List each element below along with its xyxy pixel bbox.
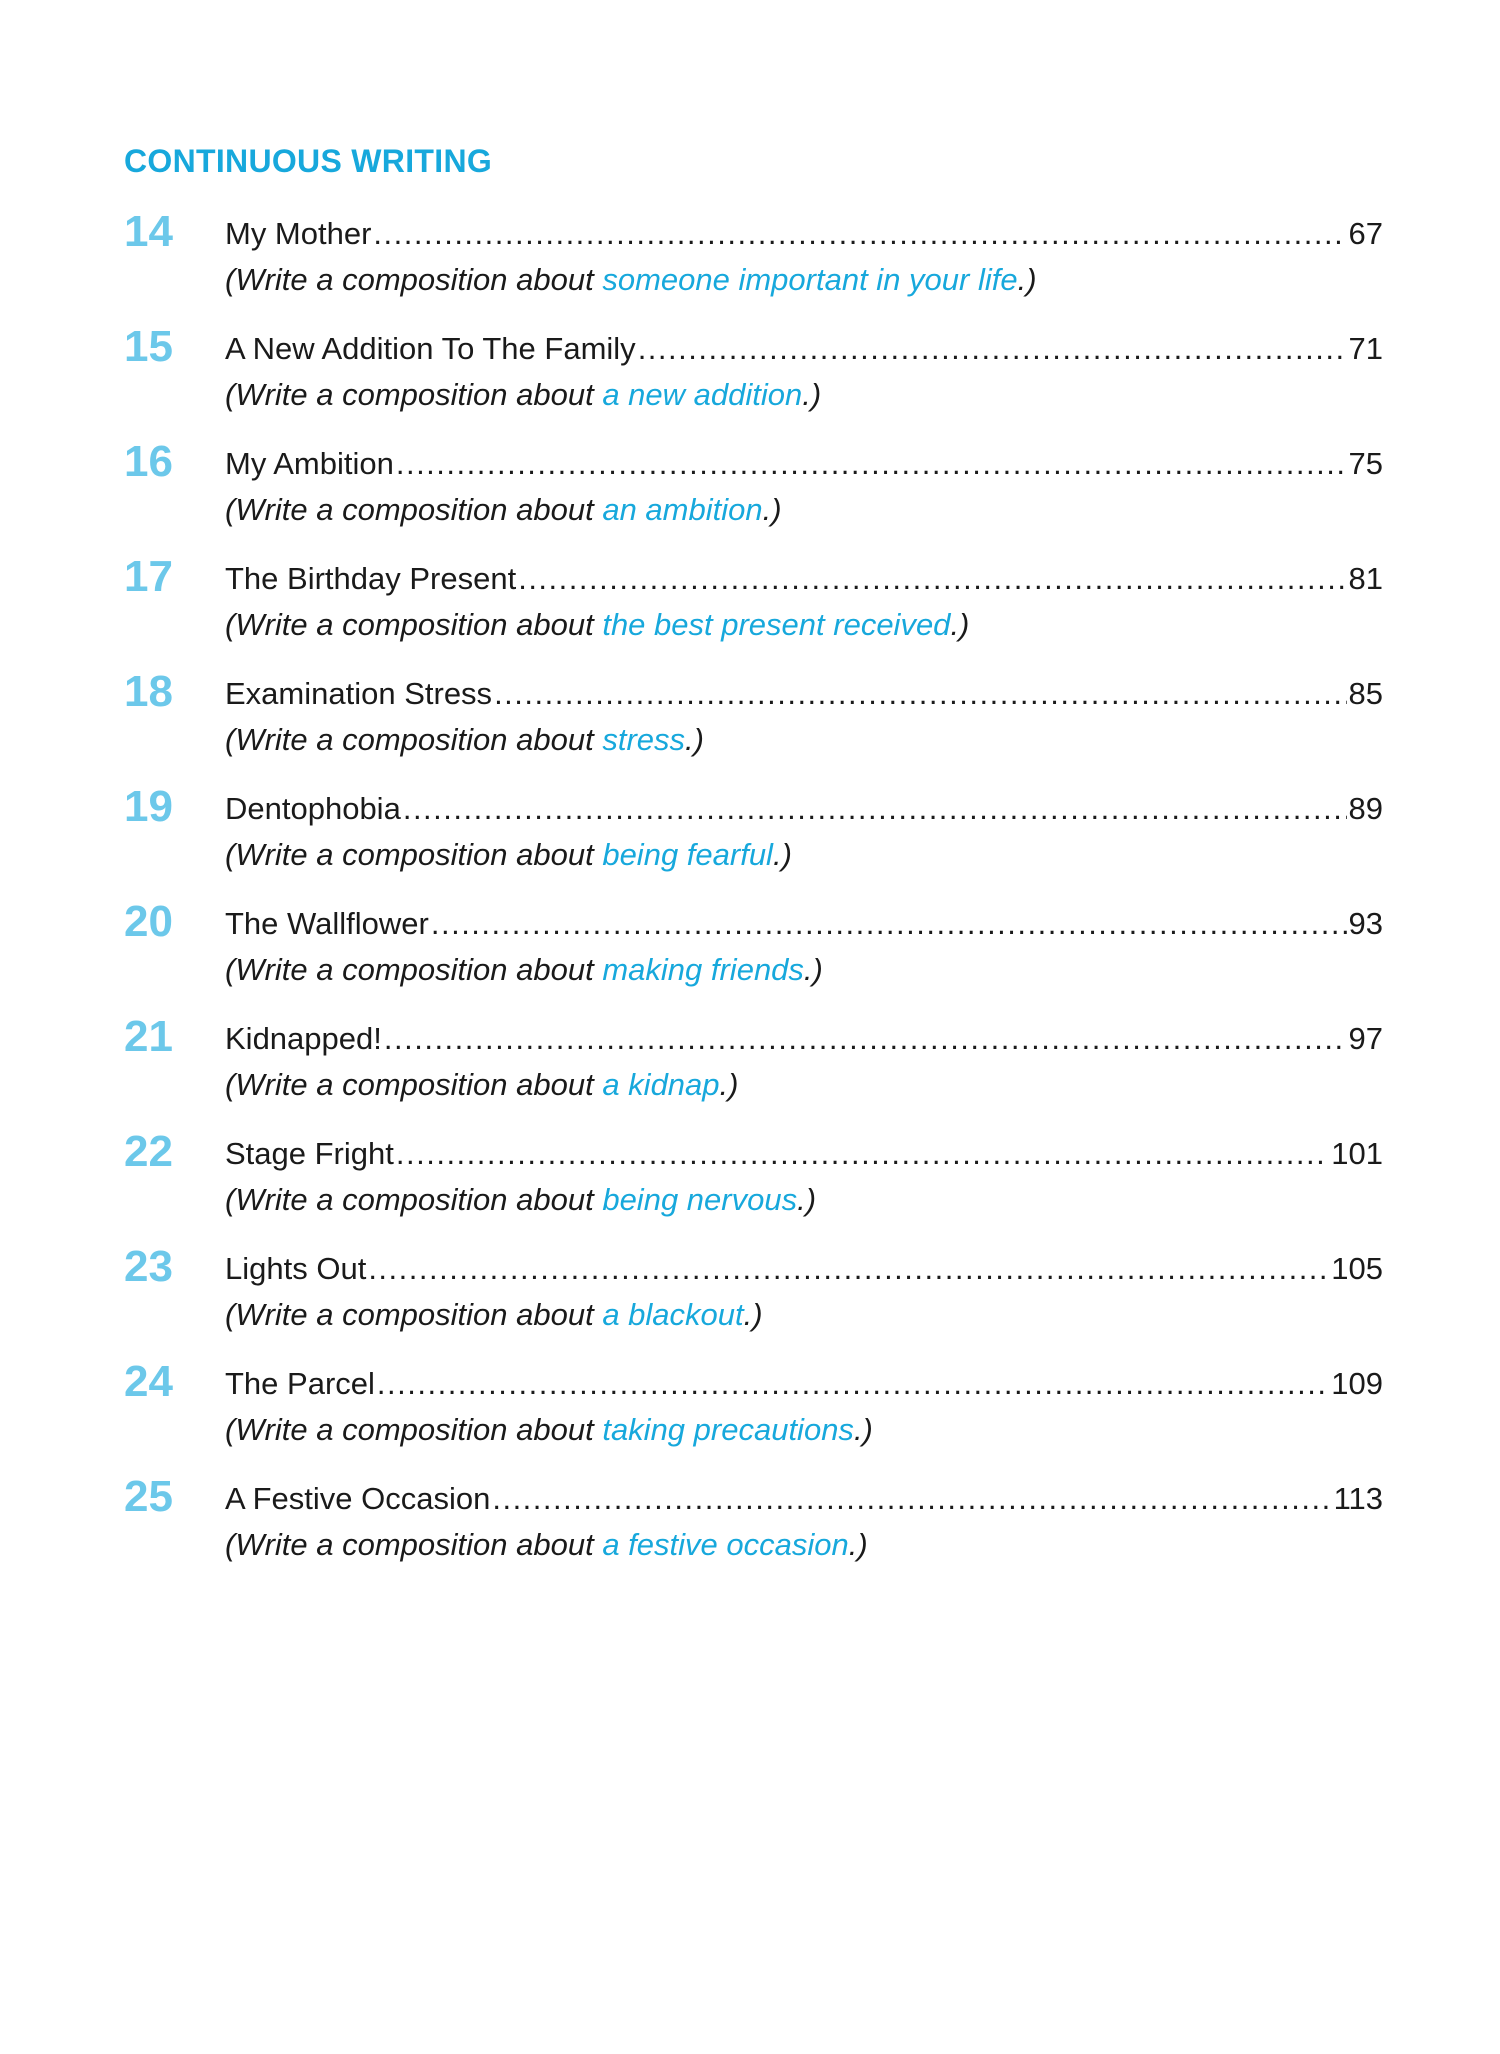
page-number: 101: [1331, 1136, 1383, 1171]
prompt-prefix: (Write a composition about: [225, 262, 603, 297]
entry-title: A New Addition To The Family: [225, 331, 636, 366]
prompt-topic: someone important in your life: [602, 262, 1018, 297]
entry-title: A Festive Occasion: [225, 1481, 491, 1516]
title-line: [225, 1479, 1383, 1519]
dot-leader: [396, 444, 1347, 484]
entry-title: The Wallflower: [225, 906, 429, 941]
section-heading: CONTINUOUS WRITING: [124, 143, 493, 179]
dot-leader: [518, 559, 1346, 599]
prompt-prefix: (Write a composition about: [225, 492, 603, 527]
prompt-topic: a festive occasion: [602, 1527, 849, 1562]
prompt-suffix: .): [848, 1527, 868, 1562]
title-line: [225, 1364, 1383, 1404]
prompt-prefix: (Write a composition about: [225, 1297, 603, 1332]
prompt-suffix: .): [772, 837, 792, 872]
entry-number: 22: [124, 1127, 173, 1176]
prompt-prefix: (Write a composition about: [225, 1067, 603, 1102]
prompt-suffix: .): [743, 1297, 763, 1332]
entry-title: My Mother: [225, 216, 372, 251]
dot-leader: [368, 1249, 1329, 1289]
entry-title: The Parcel: [225, 1366, 375, 1401]
entry-title: Lights Out: [225, 1251, 367, 1286]
entry-number: 25: [124, 1472, 173, 1521]
prompt-topic: stress: [602, 722, 686, 757]
prompt-topic: being nervous: [602, 1182, 798, 1217]
entry-number: 19: [124, 782, 173, 831]
toc-entry[interactable]: [0, 322, 1500, 425]
entry-number: 17: [124, 552, 173, 601]
entry-number: 16: [124, 437, 173, 486]
title-line: [225, 1249, 1383, 1289]
composition-prompt: [225, 1065, 738, 1105]
entry-title: Stage Fright: [225, 1136, 394, 1171]
title-line: [225, 444, 1383, 484]
title-line: [225, 559, 1383, 599]
toc-entry[interactable]: [0, 1127, 1500, 1230]
page-number: 71: [1348, 331, 1383, 366]
composition-prompt: [225, 835, 792, 875]
page-number: 93: [1348, 906, 1383, 941]
toc-entry[interactable]: [0, 552, 1500, 655]
dot-leader: [492, 1479, 1331, 1519]
page-number: 85: [1348, 676, 1383, 711]
prompt-prefix: (Write a composition about: [225, 607, 603, 642]
prompt-suffix: .): [802, 377, 822, 412]
prompt-prefix: (Write a composition about: [225, 377, 603, 412]
toc-entry[interactable]: [0, 437, 1500, 540]
prompt-suffix: .): [950, 607, 970, 642]
composition-prompt: [225, 490, 782, 530]
title-line: [225, 789, 1383, 829]
dot-leader: [373, 214, 1346, 254]
entry-number: 14: [124, 207, 173, 256]
prompt-topic: an ambition: [602, 492, 763, 527]
prompt-prefix: (Write a composition about: [225, 1527, 603, 1562]
entry-title: The Birthday Present: [225, 561, 517, 596]
entry-number: 18: [124, 667, 173, 716]
page-number: 113: [1333, 1481, 1383, 1516]
prompt-topic: being fearful: [602, 837, 773, 872]
composition-prompt: [225, 605, 969, 645]
entry-title: Dentophobia: [225, 791, 401, 826]
toc-entry[interactable]: [0, 207, 1500, 310]
prompt-suffix: .): [1017, 262, 1037, 297]
composition-prompt: [225, 1525, 868, 1565]
composition-prompt: [225, 950, 823, 990]
page-number: 75: [1348, 446, 1383, 481]
prompt-topic: the best present received: [602, 607, 951, 642]
toc-entry[interactable]: [0, 782, 1500, 885]
entry-number: 20: [124, 897, 173, 946]
composition-prompt: [225, 1295, 763, 1335]
prompt-prefix: (Write a composition about: [225, 722, 603, 757]
page-number: 89: [1348, 791, 1383, 826]
dot-leader: [384, 1019, 1347, 1059]
dot-leader: [403, 789, 1347, 829]
page-number: 81: [1348, 561, 1383, 596]
title-line: [225, 329, 1383, 369]
prompt-prefix: (Write a composition about: [225, 837, 603, 872]
prompt-topic: a new addition: [602, 377, 803, 412]
prompt-prefix: (Write a composition about: [225, 1412, 603, 1447]
prompt-topic: taking precautions: [602, 1412, 854, 1447]
page-number: 97: [1348, 1021, 1383, 1056]
toc-entry[interactable]: [0, 1012, 1500, 1115]
prompt-topic: making friends: [602, 952, 804, 987]
composition-prompt: [225, 720, 704, 760]
dot-leader: [638, 329, 1347, 369]
toc-entry[interactable]: [0, 667, 1500, 770]
prompt-topic: a kidnap: [602, 1067, 720, 1102]
title-line: [225, 214, 1383, 254]
prompt-prefix: (Write a composition about: [225, 1182, 603, 1217]
entry-title: Examination Stress: [225, 676, 493, 711]
page-number: 109: [1331, 1366, 1383, 1401]
composition-prompt: [225, 1410, 873, 1450]
entry-title: Kidnapped!: [225, 1021, 382, 1056]
entry-number: 24: [124, 1357, 173, 1406]
prompt-topic: a blackout: [602, 1297, 744, 1332]
toc-entry[interactable]: [0, 897, 1500, 1000]
composition-prompt: [225, 1180, 816, 1220]
dot-leader: [494, 674, 1346, 714]
title-line: [225, 674, 1383, 714]
prompt-suffix: .): [719, 1067, 739, 1102]
entry-number: 23: [124, 1242, 173, 1291]
title-line: [225, 1019, 1383, 1059]
prompt-suffix: .): [685, 722, 704, 757]
title-line: [225, 1134, 1383, 1174]
prompt-prefix: (Write a composition about: [225, 952, 603, 987]
prompt-suffix: .): [797, 1182, 817, 1217]
dot-leader: [396, 1134, 1329, 1174]
title-line: [225, 904, 1383, 944]
prompt-suffix: .): [803, 952, 823, 987]
dot-leader: [377, 1364, 1329, 1404]
page-number: 105: [1331, 1251, 1383, 1286]
prompt-suffix: .): [853, 1412, 873, 1447]
entry-title: My Ambition: [225, 446, 394, 481]
page-number: 67: [1348, 216, 1383, 251]
prompt-suffix: .): [762, 492, 782, 527]
entry-number: 21: [124, 1012, 173, 1061]
toc-entry[interactable]: [0, 1357, 1500, 1460]
entry-number: 15: [124, 322, 173, 371]
composition-prompt: [225, 375, 821, 415]
dot-leader: [431, 904, 1347, 944]
toc-entry[interactable]: [0, 1242, 1500, 1345]
toc-entry[interactable]: [0, 1472, 1500, 1575]
composition-prompt: [225, 260, 1037, 300]
